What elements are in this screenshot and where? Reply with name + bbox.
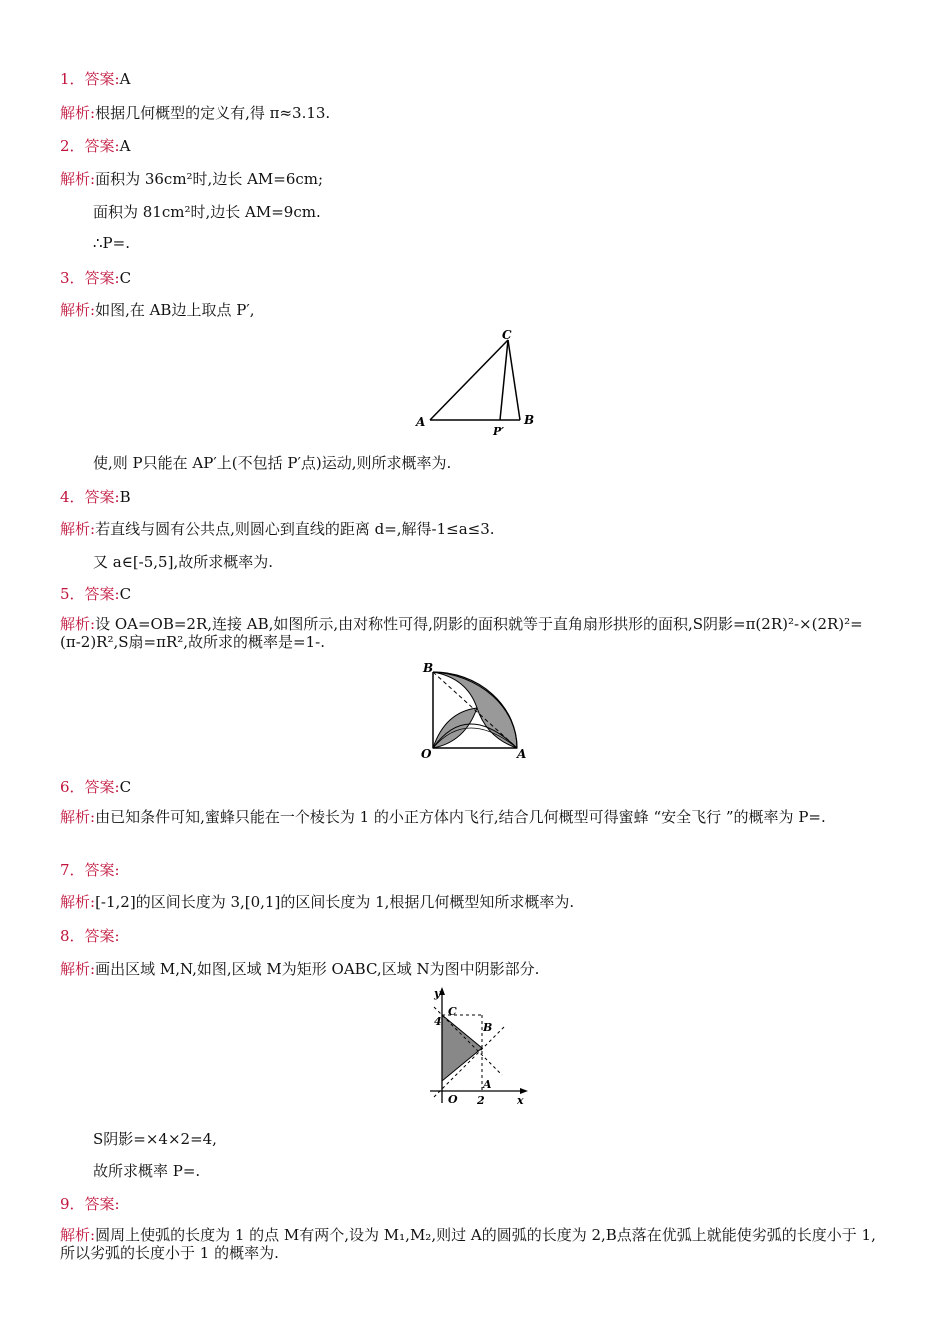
segment-cb — [508, 340, 520, 420]
explanation-8-line3: 故所求概率 P=. — [93, 1162, 201, 1180]
label-o: O — [448, 1093, 458, 1106]
label-y: y — [434, 987, 441, 1000]
answer-8: 8．答案: — [60, 927, 120, 945]
label-o: O — [421, 747, 432, 761]
label-b: B — [483, 1021, 493, 1034]
explanation-8-line2: S阴影=×4×2=4, — [93, 1130, 217, 1148]
label-c: C — [502, 328, 512, 342]
answer-3: 3．答案:C — [60, 269, 132, 287]
explanation-2-line3: ∴P=. — [93, 234, 130, 252]
answer-4: 4．答案:B — [60, 488, 131, 506]
explanation-2: 解析:面积为 36cm²时,边长 AM=6cm; — [60, 170, 324, 188]
explanation-8: 解析:画出区域 M,N,如图,区域 M为矩形 OABC,区域 N为图中阴影部分. — [60, 960, 540, 978]
explanation-3-line2: 使,则 P只能在 AP′上(不包括 P′点)运动,则所求概率为. — [93, 454, 452, 472]
answer-9: 9．答案: — [60, 1195, 120, 1213]
quarter-circle-figure — [415, 660, 540, 769]
region-figure — [420, 985, 535, 1114]
triangle-figure — [405, 325, 545, 444]
explanation-4-line2: 又 a∈[-5,5],故所求概率为. — [93, 553, 273, 571]
explanation-5: 解析:设 OA=OB=2R,连接 AB,如图所示,由对称性可得,阴影的面积就等于直角扇形拱形的面积,S阴影=π(2R)²-×(2R)²=(π-2)R²,S扇=πR²,故所求的概率是=1-. — [60, 615, 863, 651]
label-a: A — [416, 415, 426, 429]
label-b: B — [524, 413, 535, 427]
label-c: C — [448, 1005, 457, 1018]
explanation-1: 解析:根据几何概型的定义有,得 π≈3.13. — [60, 104, 331, 122]
explanation-4: 解析:若直线与圆有公共点,则圆心到直线的距离 d=,解得-1≤a≤3. — [60, 520, 495, 538]
segment-ac — [430, 340, 508, 420]
explanation-7: 解析:[-1,2]的区间长度为 3,[0,1]的区间长度为 1,根据几何概型知所求概率为. — [60, 893, 575, 911]
label-x: x — [517, 1094, 524, 1107]
label-a: A — [517, 747, 527, 761]
label-b: B — [423, 661, 434, 675]
explanation-3: 解析:如图,在 AB边上取点 P′, — [60, 301, 255, 319]
answer-7: 7．答案: — [60, 861, 120, 879]
answer-1: 1．答案:A — [60, 70, 131, 88]
explanation-9: 解析:圆周上使弧的长度为 1 的点 M有两个,设为 M₁,M₂,则过 A的圆弧的长度为 2,B点落在优弧上就能使劣弧的长度小于 1,所以劣弧的长度小于 1 的概率为. — [60, 1226, 876, 1262]
tick-2: 2 — [477, 1094, 485, 1107]
answer-2: 2．答案:A — [60, 137, 131, 155]
label-p: P′ — [493, 425, 505, 438]
explanation-6: 解析:由已知条件可知,蜜蜂只能在一个棱长为 1 的小正方体内飞行,结合几何概型可得蜜蜂 “安全飞行 ”的概率为 P=. — [60, 808, 826, 826]
segment-cp — [500, 340, 508, 420]
answer-5: 5．答案:C — [60, 585, 132, 603]
label-a: A — [483, 1078, 492, 1091]
answer-6: 6．答案:C — [60, 778, 132, 796]
explanation-2-line2: 面积为 81cm²时,边长 AM=9cm. — [93, 203, 321, 221]
tick-4: 4 — [434, 1015, 442, 1028]
